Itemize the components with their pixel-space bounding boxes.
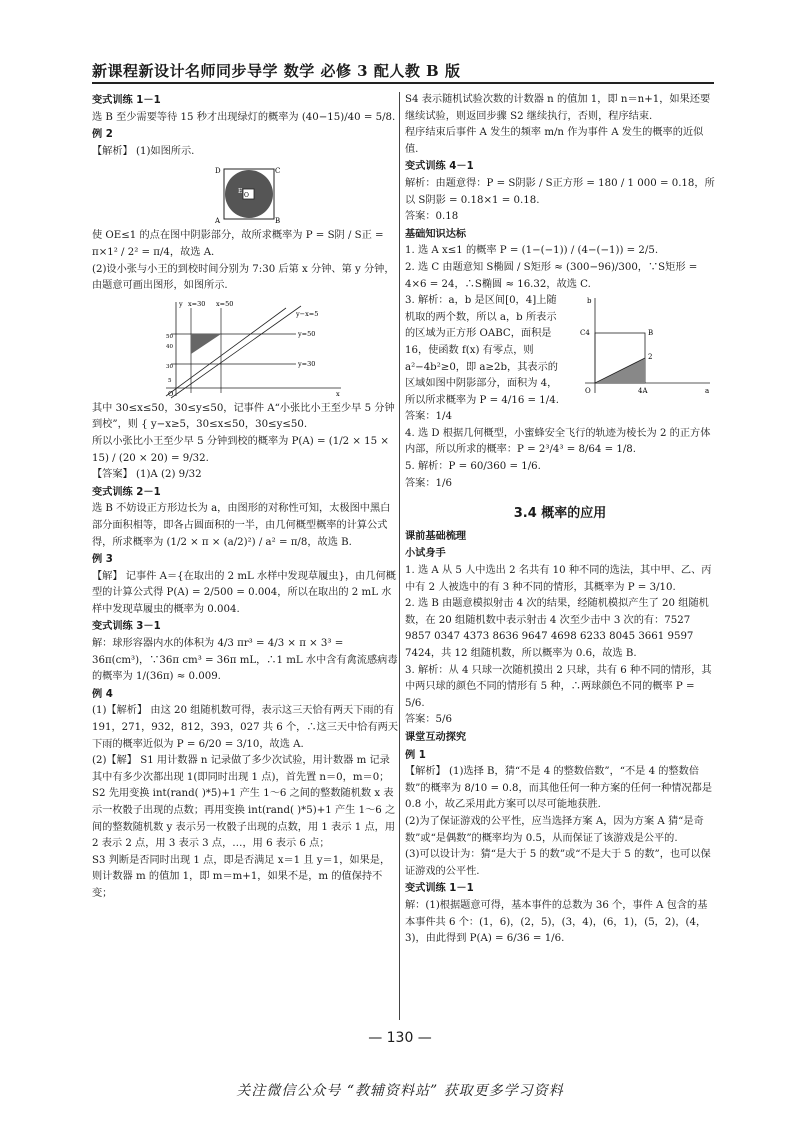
label-origin: O <box>168 389 174 398</box>
footer-note: 关注微信公众号 “教辅资料站” 获取更多学习资料 <box>236 1083 564 1099</box>
paragraph: 选 B 不妨设正方形边长为 a，由图形的对称性可知，太极图中黑白部分面积相等，即各占圆面积的一半，由几何概型概率的计算公式得，所求概率为 (1/2 × π × (a/2)²) / a² = π/8，故选 B. <box>92 503 391 548</box>
section-heading: 例 3 <box>92 554 113 566</box>
unit-square-figure <box>565 293 715 413</box>
paragraph: 1. 选 A x≤1 的概率 P = (1−(−1)) / (4−(−1)) = 2/5. <box>405 245 659 257</box>
paragraph: 答案：0.18 <box>405 211 459 223</box>
tick-40: 40 <box>166 343 173 350</box>
paragraph: 答案：1/6 <box>405 477 452 489</box>
paragraph: 1. 选 A 从 5 人中选出 2 名共有 10 种不同的选法，其中甲、乙、丙中有 2 人被选中的有 3 种不同的情形，其概率为 P = 3/10. <box>405 565 712 593</box>
paragraph: (2)【解】 S1 用计数器 n 记录做了多少次试验，用计数器 m 记录其中有多少次都出现 1(即同时出现 1 点)，首先置 n＝0，m＝0； <box>92 755 390 783</box>
running-header: 新课程新设计名师同步导学 数学 必修 3 配人教 B 版 <box>92 62 461 80</box>
paragraph: 解：球形容器内水的体积为 4/3 πr³ = 4/3 × π × 3³ = 36π(cm³)，∵36π cm³ = 36π mL，∴1 mL 水中含有禽流感病毒的概率为 1/(36π) ≈ 0.009. <box>92 638 398 683</box>
label-y30: y=30 <box>298 359 316 368</box>
paragraph: 解析：由题意得：P = S阴影 / S正方形 = 180 / 1 000 = 0.18，所以 S阴影 = 0.18×1 = 0.18. <box>405 177 715 206</box>
paragraph: S4 表示随机试验次数的计数器 n 的值加 1，即 n＝n+1，如果还要继续试验，则返回步骤 S2 继续执行，否则，程序结束. <box>405 94 711 122</box>
paragraph: 3. 解析：a，b 是区间[0，4]上随机取的两个数，所以 a，b 所表示的区域为正方形 OABC，面积是 16，使函数 f(x) 有零点，则 a²−4b²≥0，即 a≥2b，其表示的区域如图中阴影部分，面积为 4，所以所求概率为 P = 4/16 = 1/4. <box>405 295 559 406</box>
paragraph: 其中 30≤x≤50，30≤y≤50，记事件 A“小张比小王至少早 5 分钟到校”，则 { y−x≥5，30≤x≤50，30≤y≤50. <box>92 402 395 431</box>
section-heading: 变式训练 2－1 <box>92 486 161 498</box>
label-point-b: B <box>648 329 654 338</box>
section-heading: 例 4 <box>92 688 113 700</box>
paragraph: 程序结束后事件 A 发生的频率 m/n 作为事件 A 发生的概率的近似值. <box>405 127 704 155</box>
label-x30: x=30 <box>188 299 206 308</box>
label-y-axis: y <box>179 299 183 308</box>
section-heading: 例 2 <box>92 129 113 141</box>
label-yx5: y−x=5 <box>296 309 319 318</box>
section-heading: 课堂互动探究 <box>405 731 467 743</box>
paragraph: 答案：5/6 <box>405 714 452 726</box>
label-c4: C4 <box>580 329 590 338</box>
section-heading: 基础知识达标 <box>405 228 467 240</box>
paragraph: 选 B 至少需要等待 15 秒才出现绿灯的概率为 (40−15)/40 = 5/8. <box>92 111 396 123</box>
tick-5: 5 <box>168 377 172 384</box>
tick-50: 50 <box>166 333 173 340</box>
paragraph: (1)【解析】 由这 20 组随机数可得，表示这三天恰有两天下雨的有 191，271，932，812，393，027 共 6 个，∴这三天中恰有两天下雨的概率近似为 P = 6/20 = 3/10，故选 A. <box>92 705 399 750</box>
paragraph: 所以小张比小王至少早 5 分钟到校的概率为 P(A) = (1/2 × 15 × 15) / (20 × 20) = 9/32. <box>92 435 389 464</box>
label-x-axis: x <box>336 389 340 398</box>
tick-30: 30 <box>166 363 173 370</box>
paragraph: S2 先用变换 int(rand( )*5)+1 产生 1～6 之间的整数随机数 x 表示一枚骰子出现的点数；再用变换 int(rand( )*5)+1 产生 1～6 之间的整数随机数 y 表示另一枚骰子出现的点数，用 1 表示 1 点，用 2 表示 2 点，用 3 表示 3 点，…，用 6 表示 6 点； <box>92 788 396 850</box>
circle-in-square-figure <box>214 163 281 226</box>
section-heading: 小试身手 <box>405 548 446 560</box>
section-heading: 变式训练 1－1 <box>405 883 474 895</box>
right-column <box>405 92 715 948</box>
label-b: B <box>275 217 281 226</box>
label-a: A <box>215 217 221 226</box>
paragraph: 【答案】 (1)A (2) 9/32 <box>92 469 202 481</box>
label-a-axis: a <box>705 387 710 396</box>
paragraph: 答案：1/4 <box>405 411 452 423</box>
label-d: D <box>215 167 221 176</box>
label-4a: 4A <box>638 387 648 396</box>
chapter-title: 3.4 概率的应用 <box>513 506 607 522</box>
paragraph: S3 判断是否同时出现 1 点，即是否满足 x＝1 且 y＝1，如果是，则计数器 m 的值加 1，即 m＝m+1，如果不是，m 的值保持不变； <box>92 854 391 899</box>
label-y50: y=50 <box>298 329 316 338</box>
paragraph: 2. 选 C 由题意知 S椭圆 / S矩形 ≈ (300−96)/300，∵S矩形 = 4×6 = 24，∴S椭圆 ≈ 16.32，故选 C. <box>405 261 698 290</box>
paragraph: 4. 选 D 根据几何概型，小蜜蜂安全飞行的轨迹为棱长为 2 的正方体内部，所以所求的概率：P = 2³/4³ = 8/64 = 1/8. <box>405 427 711 456</box>
label-o: O <box>244 192 249 200</box>
paragraph: 3. 解析：从 4 只球一次随机摸出 2 只球，共有 6 种不同的情形，其中两只球的颜色不同的情形有 5 种，∴两球颜色不同的概率 P = 5/6. <box>405 664 712 709</box>
label-origin: O <box>585 387 591 396</box>
paragraph: (2)为了保证游戏的公平性，应当选择方案 A，因为方案 A 猜“是奇数”或“是偶数”的概率均为 0.5，从而保证了该游戏是公平的. <box>405 815 704 844</box>
paragraph: (2)设小张与小王的到校时间分别为 7:30 后第 x 分钟、第 y 分钟，由题意可画出图形，如图所示. <box>92 263 395 292</box>
label-b-axis: b <box>587 297 592 306</box>
header-rule <box>92 82 714 84</box>
left-column <box>92 92 400 903</box>
paragraph: 使 OE≤1 的点在图中阴影部分，故所求概率为 P = S阴 / S正 = π×1² / 2² = π/4，故选 A. <box>92 230 384 258</box>
section-heading: 变式训练 3－1 <box>92 621 161 633</box>
paragraph: 【解析】 (1)如图所示. <box>92 145 195 157</box>
section-heading: 变式训练 4－1 <box>405 161 474 173</box>
time-region-figure <box>146 298 346 398</box>
section-heading: 变式训练 1－1 <box>92 95 161 106</box>
label-x50: x=50 <box>216 299 234 308</box>
paragraph: 【解】 记事件 A＝{在取出的 2 mL 水样中发现草履虫}，由几何概型的计算公式得 P(A) = 2/500 = 0.004，所以在取出的 2 mL 水样中发现草履虫的概率为 0.004. <box>92 570 396 615</box>
label-two: 2 <box>648 353 653 362</box>
label-c: C <box>275 167 281 176</box>
section-heading: 课前基础梳理 <box>405 530 467 542</box>
paragraph: 2. 选 B 由题意模拟射击 4 次的结果，经随机模拟产生了 20 组随机数，在 20 组随机数中表示射击 4 次至少击中 3 次的有：7527 9857 0347 4373 8636 9647 4698 6233 8045 3661 9597 7424，共 12 组随机数，所以概率为 0.6，故选 B. <box>405 598 709 659</box>
paragraph: 5. 解析：P = 60/360 = 1/6. <box>405 461 541 473</box>
paragraph: 【解析】 (1)选择 B，猜“不是 4 的整数倍数”，“不是 4 的整数倍数”的概率为 8/10 = 0.8，而其他任何一种方案的任何一种情况都是 0.8 小，故乙采用此方案可以尽可能地获胜. <box>405 766 713 811</box>
paragraph: (3)可以设计为：猜“是大于 5 的数”或“不是大于 5 的数”，也可以保证游戏的公平性. <box>405 849 711 877</box>
page-number: — 130 — <box>368 1030 432 1046</box>
section-heading: 例 1 <box>405 749 426 761</box>
label-e: E <box>238 188 243 196</box>
paragraph: 解：(1)根据题意可得，基本事件的总数为 36 个，事件 A 包含的基本事件共 6 个：(1，6)，(2，5)，(3，4)，(6，1)，(5，2)，(4，3)，由此得到 P(A) = 6/36 = 1/6. <box>405 899 708 945</box>
